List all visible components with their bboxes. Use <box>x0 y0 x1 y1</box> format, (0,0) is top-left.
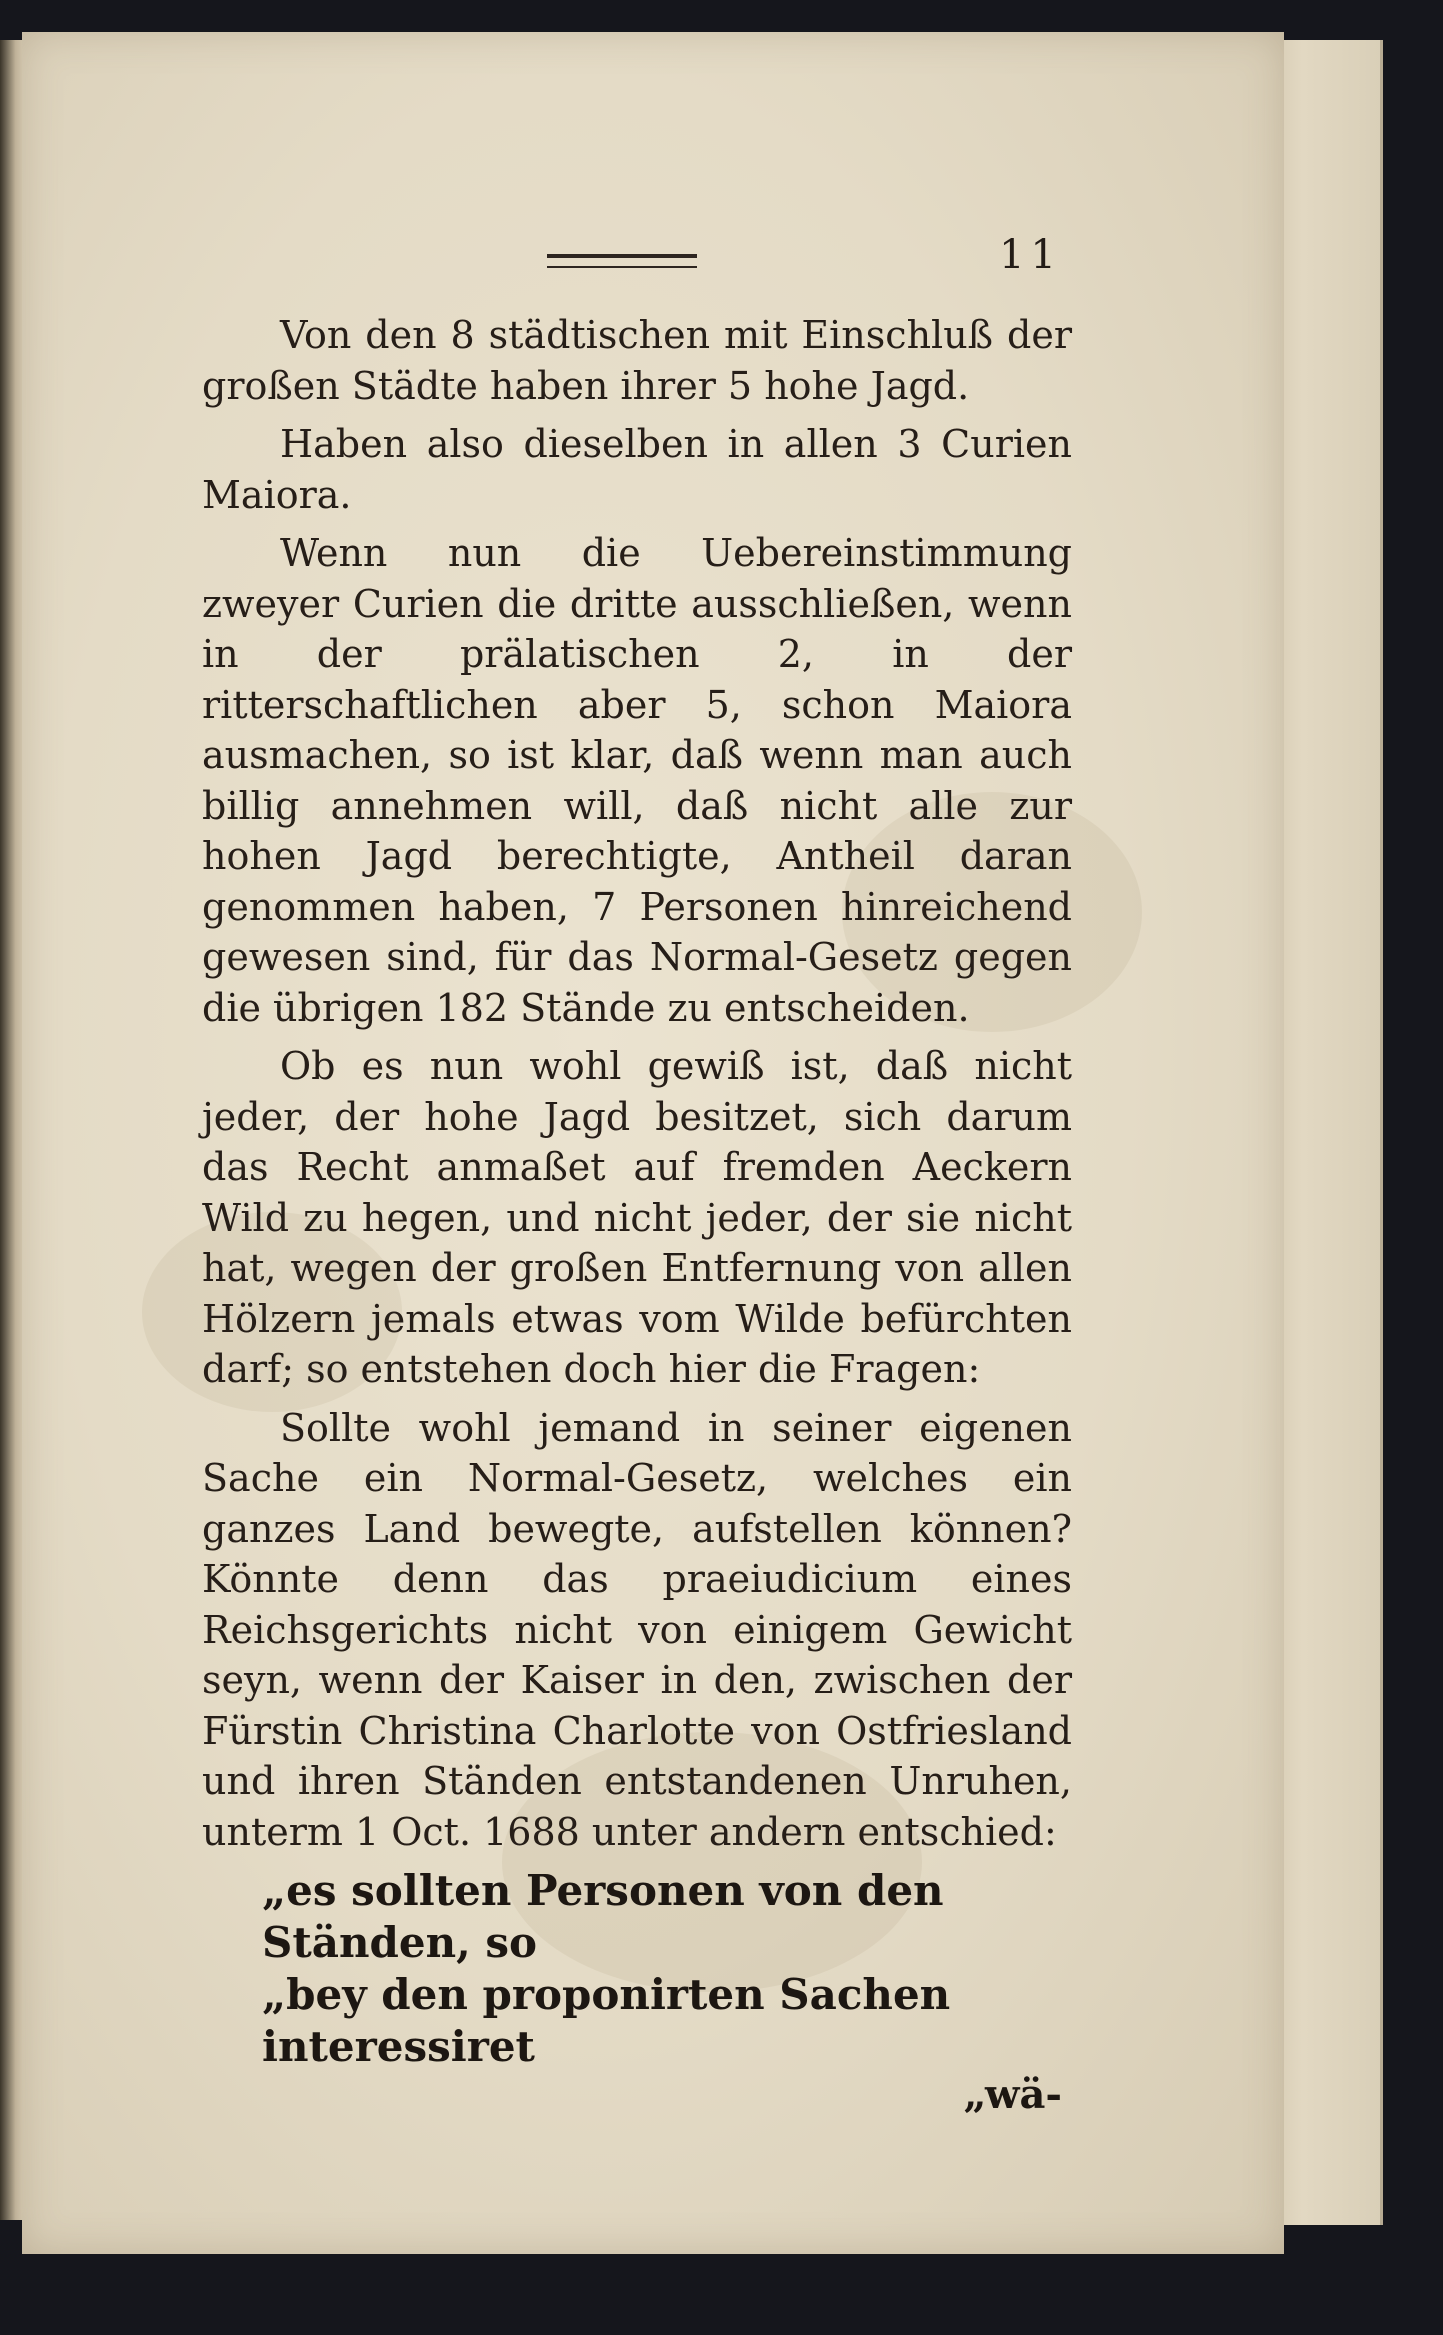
paragraph-5: Sollte wohl jemand in seiner eigenen Sache ein Normal-Gesetz, welches ein ganzes Land bewegte, aufstellen können? Könnte denn das praeiudicium eines Reichsgerichts nicht von einigem Gewicht seyn, wenn der Kaiser in den, zwischen der Fürstin Christina Charlotte von Ostfriesland und ihren Ständen entstandenen Unruhen, unterm 1 Oct. 1688 unter andern entschied: <box>202 1405 1072 1854</box>
header-rule <box>547 254 697 268</box>
page-text-block <box>202 232 1072 2117</box>
page-header <box>202 232 1072 292</box>
paragraph-3: Wenn nun die Uebereinstimmung zweyer Curien die dritte ausschließen, wenn in der prälatischen 2, in der ritterschaftlichen aber 5, schon Maiora ausmachen, so ist klar, daß wenn man auch billig annehmen will, daß nicht alle zur hohen Jagd berechtigte, Antheil daran genommen haben, 7 Personen hinreichend gewesen sind, für das Normal-Gesetz gegen die übrigen 182 Stände zu entscheiden. <box>202 531 1072 1030</box>
book-page <box>22 32 1284 2254</box>
quote-line-1: „es sollten Personen von den Ständen, so <box>262 1866 944 1967</box>
quote-line-2: „bey den proponirten Sachen interessiret <box>262 1970 951 2071</box>
paragraph-4: Ob es nun wohl gewiß ist, daß nicht jeder, der hohe Jagd besitzet, sich darum das Recht anmaßet auf fremden Aeckern Wild zu hegen, und nicht jeder, der sie nicht hat, wegen der großen Entfernung von allen Hölzern jemals etwas vom Wilde befürchten darf; so entstehen doch hier die Fragen: <box>202 1044 1072 1391</box>
paragraph-1: Von den 8 städtischen mit Einschluß der großen Städte haben ihrer 5 hohe Jagd. <box>202 313 1072 408</box>
page-number: 11 <box>999 232 1062 278</box>
catchword: „wä- <box>963 2071 1062 2118</box>
paragraph-2: Haben also dieselben in allen 3 Curien Maiora. <box>202 422 1072 517</box>
